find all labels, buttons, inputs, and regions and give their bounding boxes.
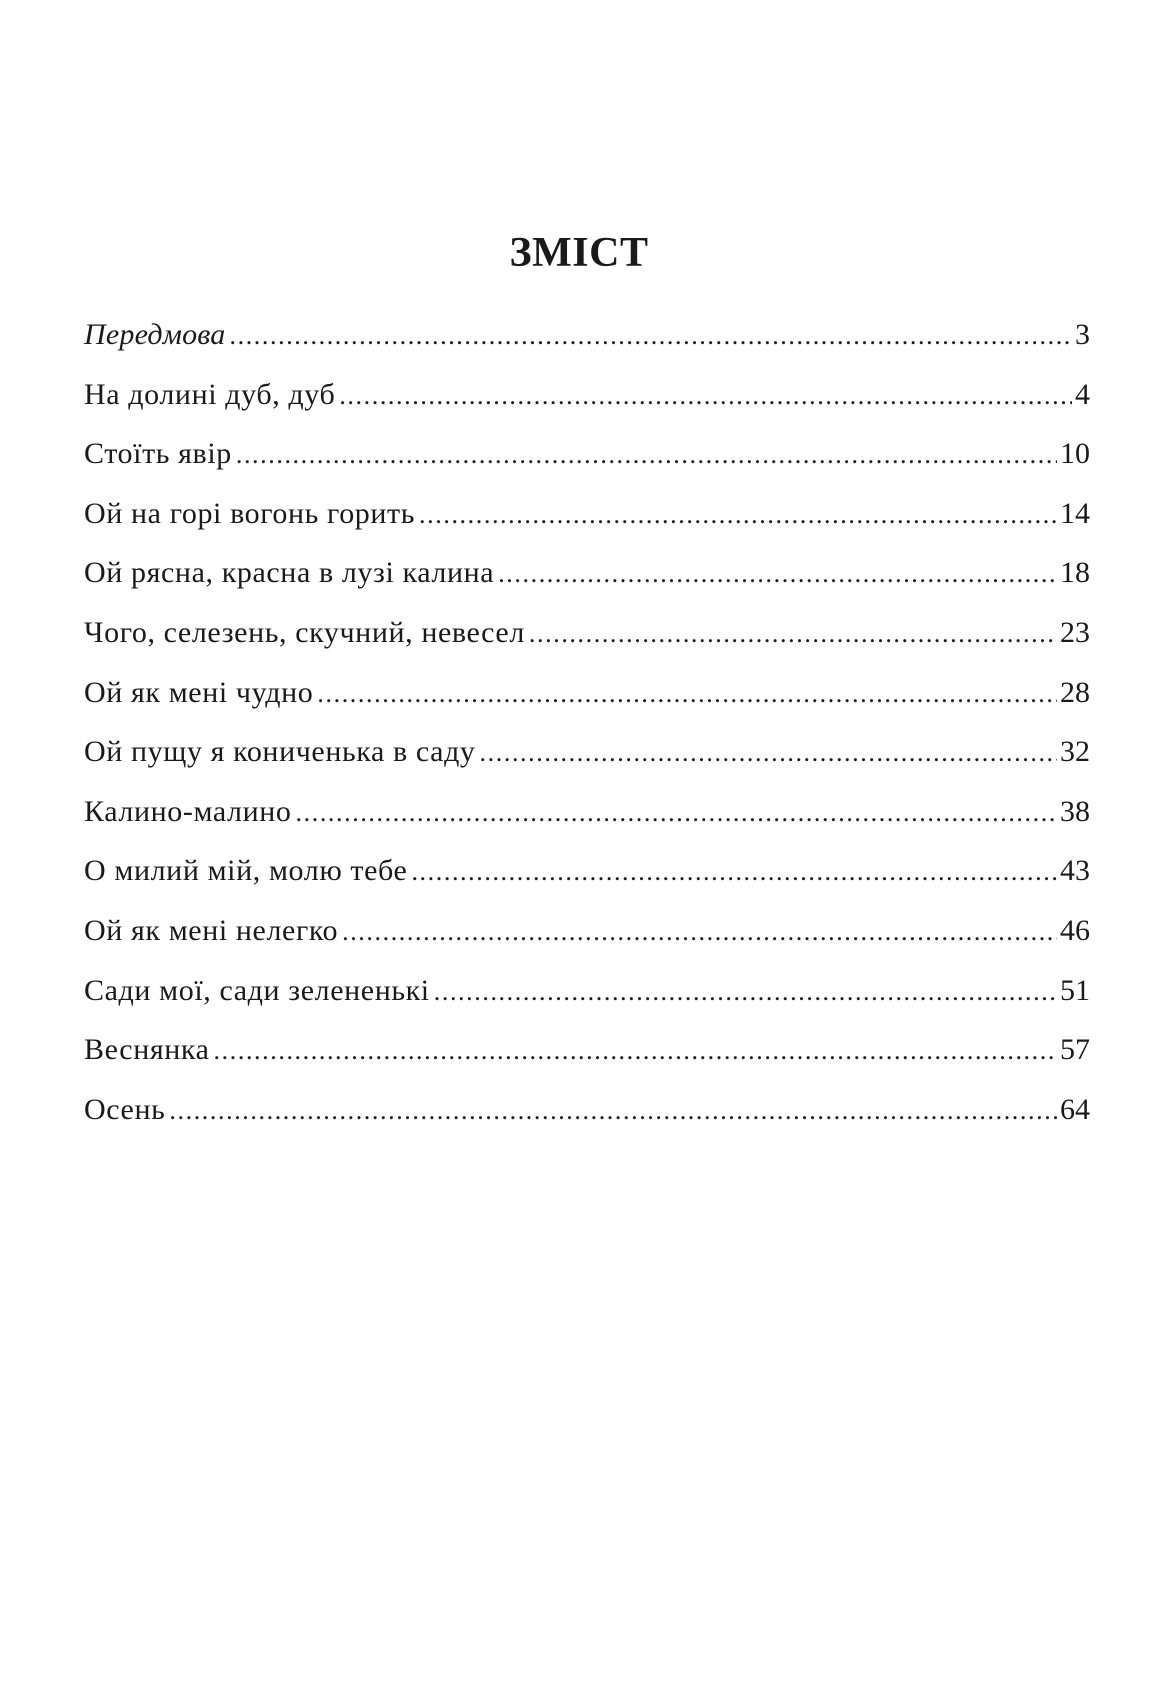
toc-entry-title: Ой пущу я кониченька в саду [84, 735, 476, 769]
toc-entry-page: 28 [1060, 675, 1090, 709]
toc-entry [84, 663, 1090, 723]
toc-entry [84, 365, 1090, 425]
table-of-contents [84, 305, 1090, 1139]
toc-entry-page: 18 [1060, 556, 1090, 590]
dot-leader [317, 664, 1057, 724]
toc-entry [84, 1020, 1090, 1080]
toc-entry-title: Ой як мені чудно [84, 675, 314, 709]
toc-entry [84, 603, 1090, 663]
toc-entry [84, 484, 1090, 544]
toc-entry-page: 46 [1060, 913, 1090, 947]
toc-entry-page: 57 [1060, 1033, 1090, 1067]
dot-leader [411, 842, 1057, 902]
toc-entry-title: О милий мій, молю тебе [84, 854, 408, 888]
toc-entry-page: 32 [1060, 735, 1090, 769]
toc-entry-page: 4 [1075, 377, 1090, 411]
toc-entry-title: Калино-малино [84, 794, 292, 828]
toc-entry-page: 64 [1060, 1092, 1090, 1126]
dot-leader [214, 1021, 1057, 1081]
toc-entry-page: 10 [1060, 437, 1090, 471]
toc-entry [84, 543, 1090, 603]
toc-entry [84, 961, 1090, 1021]
toc-entry [84, 901, 1090, 961]
toc-entry [84, 1080, 1090, 1140]
toc-entry-page: 43 [1060, 854, 1090, 888]
toc-entry-title: Осень [84, 1092, 166, 1126]
dot-leader [529, 604, 1057, 664]
toc-entry [84, 424, 1090, 484]
toc-entry-page: 3 [1075, 318, 1090, 351]
toc-entry-page: 38 [1060, 794, 1090, 828]
dot-leader [419, 485, 1057, 545]
toc-entry-title: Сади мої, сади зелененькі [84, 973, 430, 1007]
dot-leader [169, 1081, 1057, 1141]
dot-leader [480, 723, 1057, 783]
toc-entry-title: Передмова [84, 318, 226, 351]
dot-leader [498, 544, 1057, 604]
toc-entry-title: Ой як мені нелегко [84, 913, 339, 947]
dot-leader [236, 425, 1057, 485]
toc-entry-title: Чого, селезень, скучний, невесел [84, 615, 525, 649]
dot-leader [339, 366, 1072, 426]
toc-entry-title: Ой на горі вогонь горить [84, 496, 416, 530]
toc-entry-page: 51 [1060, 973, 1090, 1007]
toc-entry [84, 722, 1090, 782]
toc-entry [84, 305, 1090, 365]
toc-entry-title: Веснянка [84, 1033, 210, 1067]
toc-entry [84, 841, 1090, 901]
toc-entry [84, 782, 1090, 842]
dot-leader [434, 962, 1057, 1022]
dot-leader [342, 902, 1057, 962]
toc-entry-page: 23 [1060, 615, 1090, 649]
toc-entry-title: На долині дуб, дуб [84, 377, 336, 411]
toc-entry-title: Ой рясна, красна в лузі калина [84, 556, 495, 590]
toc-entry-page: 14 [1060, 496, 1090, 530]
dot-leader [296, 783, 1057, 843]
dot-leader [230, 306, 1073, 366]
page-title: ЗМІСТ [509, 230, 649, 276]
toc-entry-title: Стоїть явір [84, 437, 232, 471]
